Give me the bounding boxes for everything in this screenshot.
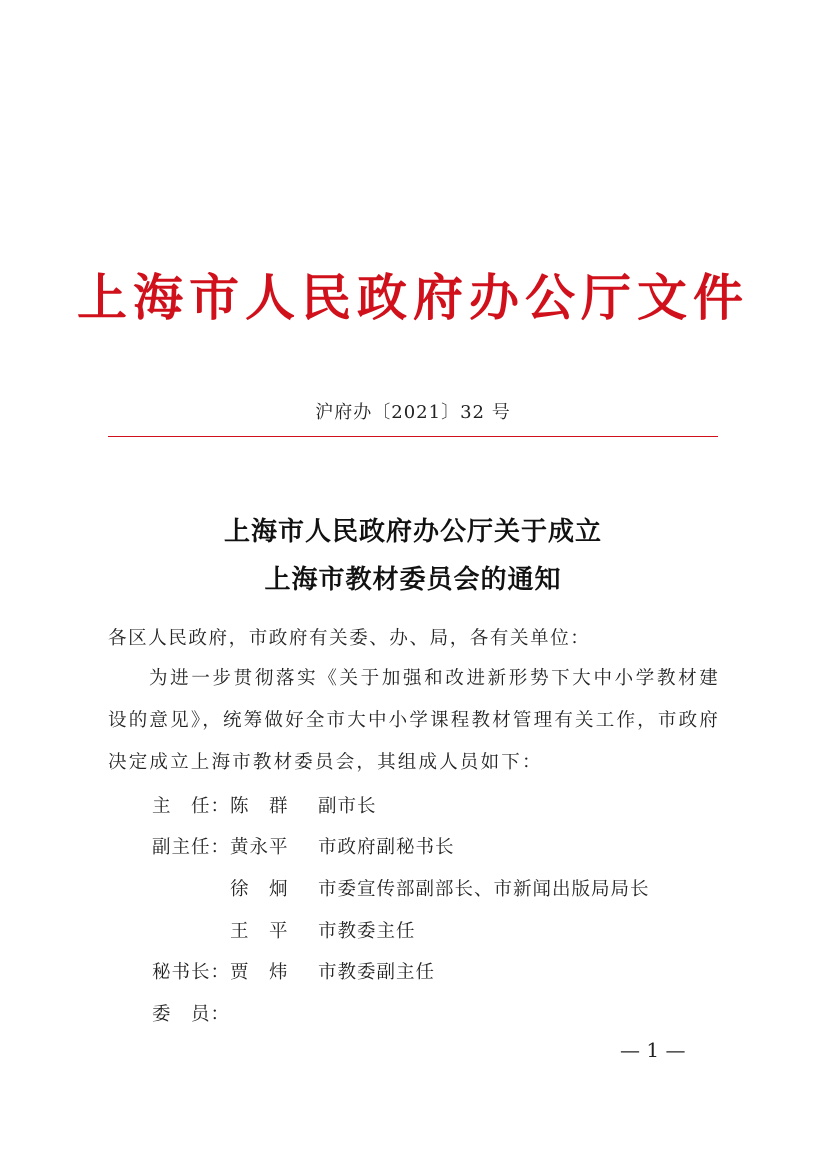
- member-position: 市政府副秘书长: [318, 837, 455, 858]
- member-position: 市教委主任: [318, 921, 416, 942]
- red-divider-line: [108, 436, 718, 437]
- member-name: 徐 炯: [230, 879, 289, 900]
- member-role-label: 主 任：: [152, 796, 231, 817]
- notice-title-line-1: 上海市人民政府办公厅关于成立: [223, 517, 602, 547]
- notice-title-line-2: 上海市教材委员会的通知: [264, 565, 562, 595]
- body-paragraph: 为进一步贯彻落实《关于加强和改进新形势下大中小学教材建设的意见》，统筹做好全市大中小学课程教材管理有关工作，市政府决定成立上海市教材委员会，其组成人员如下：: [108, 668, 720, 773]
- member-role-label: 委 员：: [152, 1004, 231, 1025]
- member-position: 副市长: [318, 796, 377, 817]
- member-name: 贾 炜: [230, 962, 289, 983]
- member-position: 市教委副主任: [318, 962, 436, 983]
- page-number: — 1 —: [620, 1038, 686, 1062]
- member-position: 市委宣传部副部长、市新闻出版局局长: [318, 879, 650, 900]
- salutation: 各区人民政府，市政府有关委、办、局，各有关单位：: [108, 628, 591, 649]
- member-name: 王 平: [230, 921, 289, 942]
- document-number: 沪府办〔2021〕32 号: [315, 402, 511, 423]
- issuing-office-title: 上海市人民政府办公厅文件: [77, 268, 749, 327]
- member-role-label: 副主任：: [152, 837, 231, 858]
- member-name: 陈 群: [230, 796, 289, 817]
- notice-title: [0, 508, 826, 604]
- member-role-label: 秘书长：: [152, 962, 231, 983]
- member-name: 黄永平: [230, 837, 289, 858]
